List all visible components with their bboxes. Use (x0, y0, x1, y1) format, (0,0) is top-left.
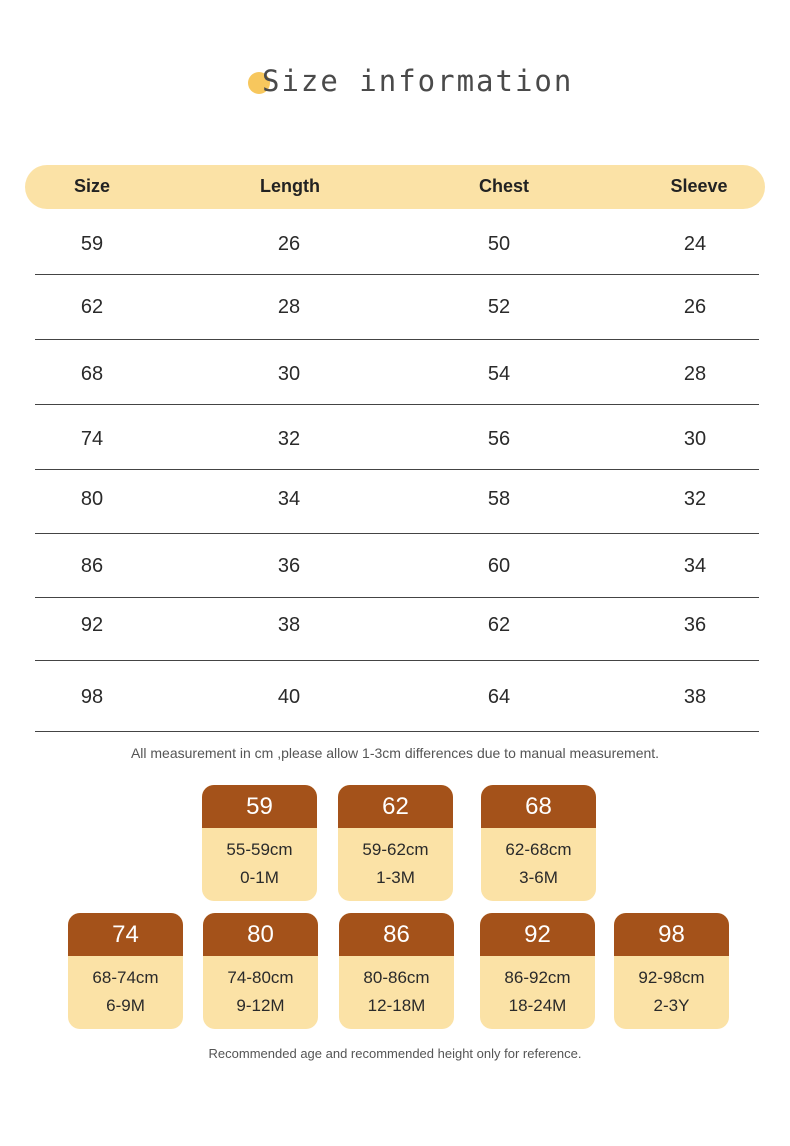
size-card-age: 3-6M (519, 868, 558, 887)
size-card-height: 59-62cm (362, 840, 429, 859)
size-card (68, 913, 183, 1029)
column-header-length: Length (260, 176, 320, 196)
cell-length: 32 (277, 428, 301, 450)
cell-chest: 52 (487, 296, 511, 318)
size-card-age: 1-3M (376, 868, 415, 887)
cell-chest: 64 (487, 686, 511, 708)
row-divider (35, 731, 759, 732)
column-header-sleeve: Sleeve (670, 176, 728, 196)
reference-note: Recommended age and recommended height only for reference. (208, 1046, 582, 1061)
size-card-height: 80-86cm (363, 968, 430, 987)
size-card-size: 62 (338, 785, 453, 828)
size-card-age: 9-12M (236, 996, 285, 1015)
cell-sleeve: 32 (683, 488, 707, 510)
size-card-size: 98 (614, 913, 729, 956)
size-card-size: 74 (68, 913, 183, 956)
size-card (202, 785, 317, 901)
cell-size: 98 (80, 686, 104, 708)
size-card (339, 913, 454, 1029)
row-divider (35, 404, 759, 405)
size-card-size: 68 (481, 785, 596, 828)
cell-size: 68 (80, 363, 104, 385)
cell-length: 30 (277, 363, 301, 385)
cell-size: 92 (80, 614, 104, 636)
cell-chest: 54 (487, 363, 511, 385)
size-card-age: 12-18M (367, 996, 426, 1015)
row-divider (35, 339, 759, 340)
cell-sleeve: 38 (683, 686, 707, 708)
size-card-age: 18-24M (508, 996, 567, 1015)
size-card-height: 62-68cm (505, 840, 572, 859)
cell-length: 28 (277, 296, 301, 318)
cell-size: 74 (80, 428, 104, 450)
cell-chest: 62 (487, 614, 511, 636)
size-card-size: 92 (480, 913, 595, 956)
cell-sleeve: 28 (683, 363, 707, 385)
cell-sleeve: 30 (683, 428, 707, 450)
row-divider (35, 660, 759, 661)
size-card-size: 59 (202, 785, 317, 828)
size-card-height: 68-74cm (92, 968, 159, 987)
cell-chest: 56 (487, 428, 511, 450)
cell-size: 62 (80, 296, 104, 318)
size-card-age: 6-9M (106, 996, 145, 1015)
cell-size: 59 (80, 233, 104, 255)
row-divider (35, 597, 759, 598)
size-card-age: 2-3Y (653, 996, 690, 1015)
size-card-size: 80 (203, 913, 318, 956)
column-header-chest: Chest (478, 176, 530, 196)
size-card-size: 86 (339, 913, 454, 956)
cell-length: 26 (277, 233, 301, 255)
cell-sleeve: 26 (683, 296, 707, 318)
column-header-size: Size (73, 176, 111, 196)
size-card (480, 913, 595, 1029)
cell-sleeve: 36 (683, 614, 707, 636)
size-card-height: 55-59cm (226, 840, 293, 859)
row-divider (35, 469, 759, 470)
cell-chest: 58 (487, 488, 511, 510)
size-card (481, 785, 596, 901)
cell-sleeve: 34 (683, 555, 707, 577)
table-header (25, 165, 765, 209)
size-card-age: 0-1M (240, 868, 279, 887)
title-block (0, 62, 790, 106)
cell-sleeve: 24 (683, 233, 707, 255)
cell-length: 40 (277, 686, 301, 708)
size-card (338, 785, 453, 901)
size-card-height: 74-80cm (227, 968, 294, 987)
cell-size: 80 (80, 488, 104, 510)
cell-size: 86 (80, 555, 104, 577)
cell-chest: 50 (487, 233, 511, 255)
row-divider (35, 533, 759, 534)
cell-chest: 60 (487, 555, 511, 577)
cell-length: 36 (277, 555, 301, 577)
page-title: Size information (262, 64, 574, 98)
size-card-height: 86-92cm (504, 968, 571, 987)
size-card-height: 92-98cm (638, 968, 705, 987)
measurement-note: All measurement in cm ,please allow 1-3cm differences due to manual measurement. (130, 745, 660, 761)
size-card (614, 913, 729, 1029)
size-card (203, 913, 318, 1029)
row-divider (35, 274, 759, 275)
cell-length: 38 (277, 614, 301, 636)
cell-length: 34 (277, 488, 301, 510)
